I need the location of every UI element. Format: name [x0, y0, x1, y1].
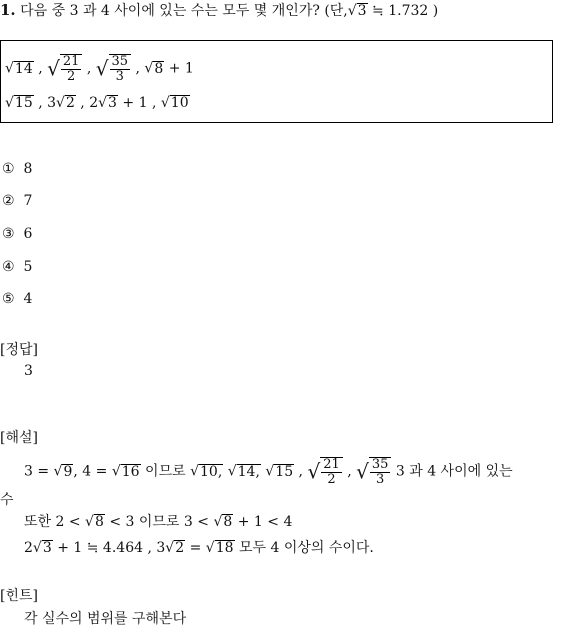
- box-row-2: √15 , 3√2 , 2√3 + 1 , √10: [5, 95, 189, 111]
- hint-text: 각 실수의 범위를 구해본다: [24, 611, 187, 627]
- explanation-line-1-wrap: 수: [0, 492, 14, 508]
- choice-5[interactable]: ⑤ 4: [2, 291, 33, 307]
- hint-label: [힌트]: [0, 588, 38, 604]
- answer-value: 3: [24, 363, 33, 379]
- answer-label: [정답]: [0, 342, 38, 358]
- choice-4[interactable]: ④ 5: [2, 259, 33, 275]
- choice-2[interactable]: ② 7: [2, 193, 33, 209]
- question-line: [0, 0, 438, 20]
- explanation-line-1: 3 = √9, 4 = √16 이므로 √10, √14, √15 , √ $\frac{21}{2}$ , √ $\frac{35}{3}$ 3 과 4 사이에 있는: [24, 457, 513, 487]
- explanation-line-2: 또한 2 < √8 < 3 이므로 3 < √8 + 1 < 4: [24, 514, 293, 530]
- question-condition: (단,√3 ≒ 1.732 ): [324, 3, 439, 19]
- explanation-line-3: 2√3 + 1 ≒ 4.464 , 3√2 = √18 모두 4 이상의 수이다.: [24, 540, 374, 556]
- choice-1[interactable]: ① 8: [2, 161, 33, 177]
- question-number: 1.: [0, 1, 16, 19]
- box-row-1: √14 , √ $\frac{21}{2}$ , √ $\frac{35}{3}$ , √8 + 1: [5, 54, 194, 84]
- explanation-label: [해설]: [0, 430, 38, 446]
- choice-3[interactable]: ③ 6: [2, 226, 33, 242]
- question-text: 다음 중 3 과 4 사이에 있는 수는 모두 몇 개인가?: [20, 3, 320, 19]
